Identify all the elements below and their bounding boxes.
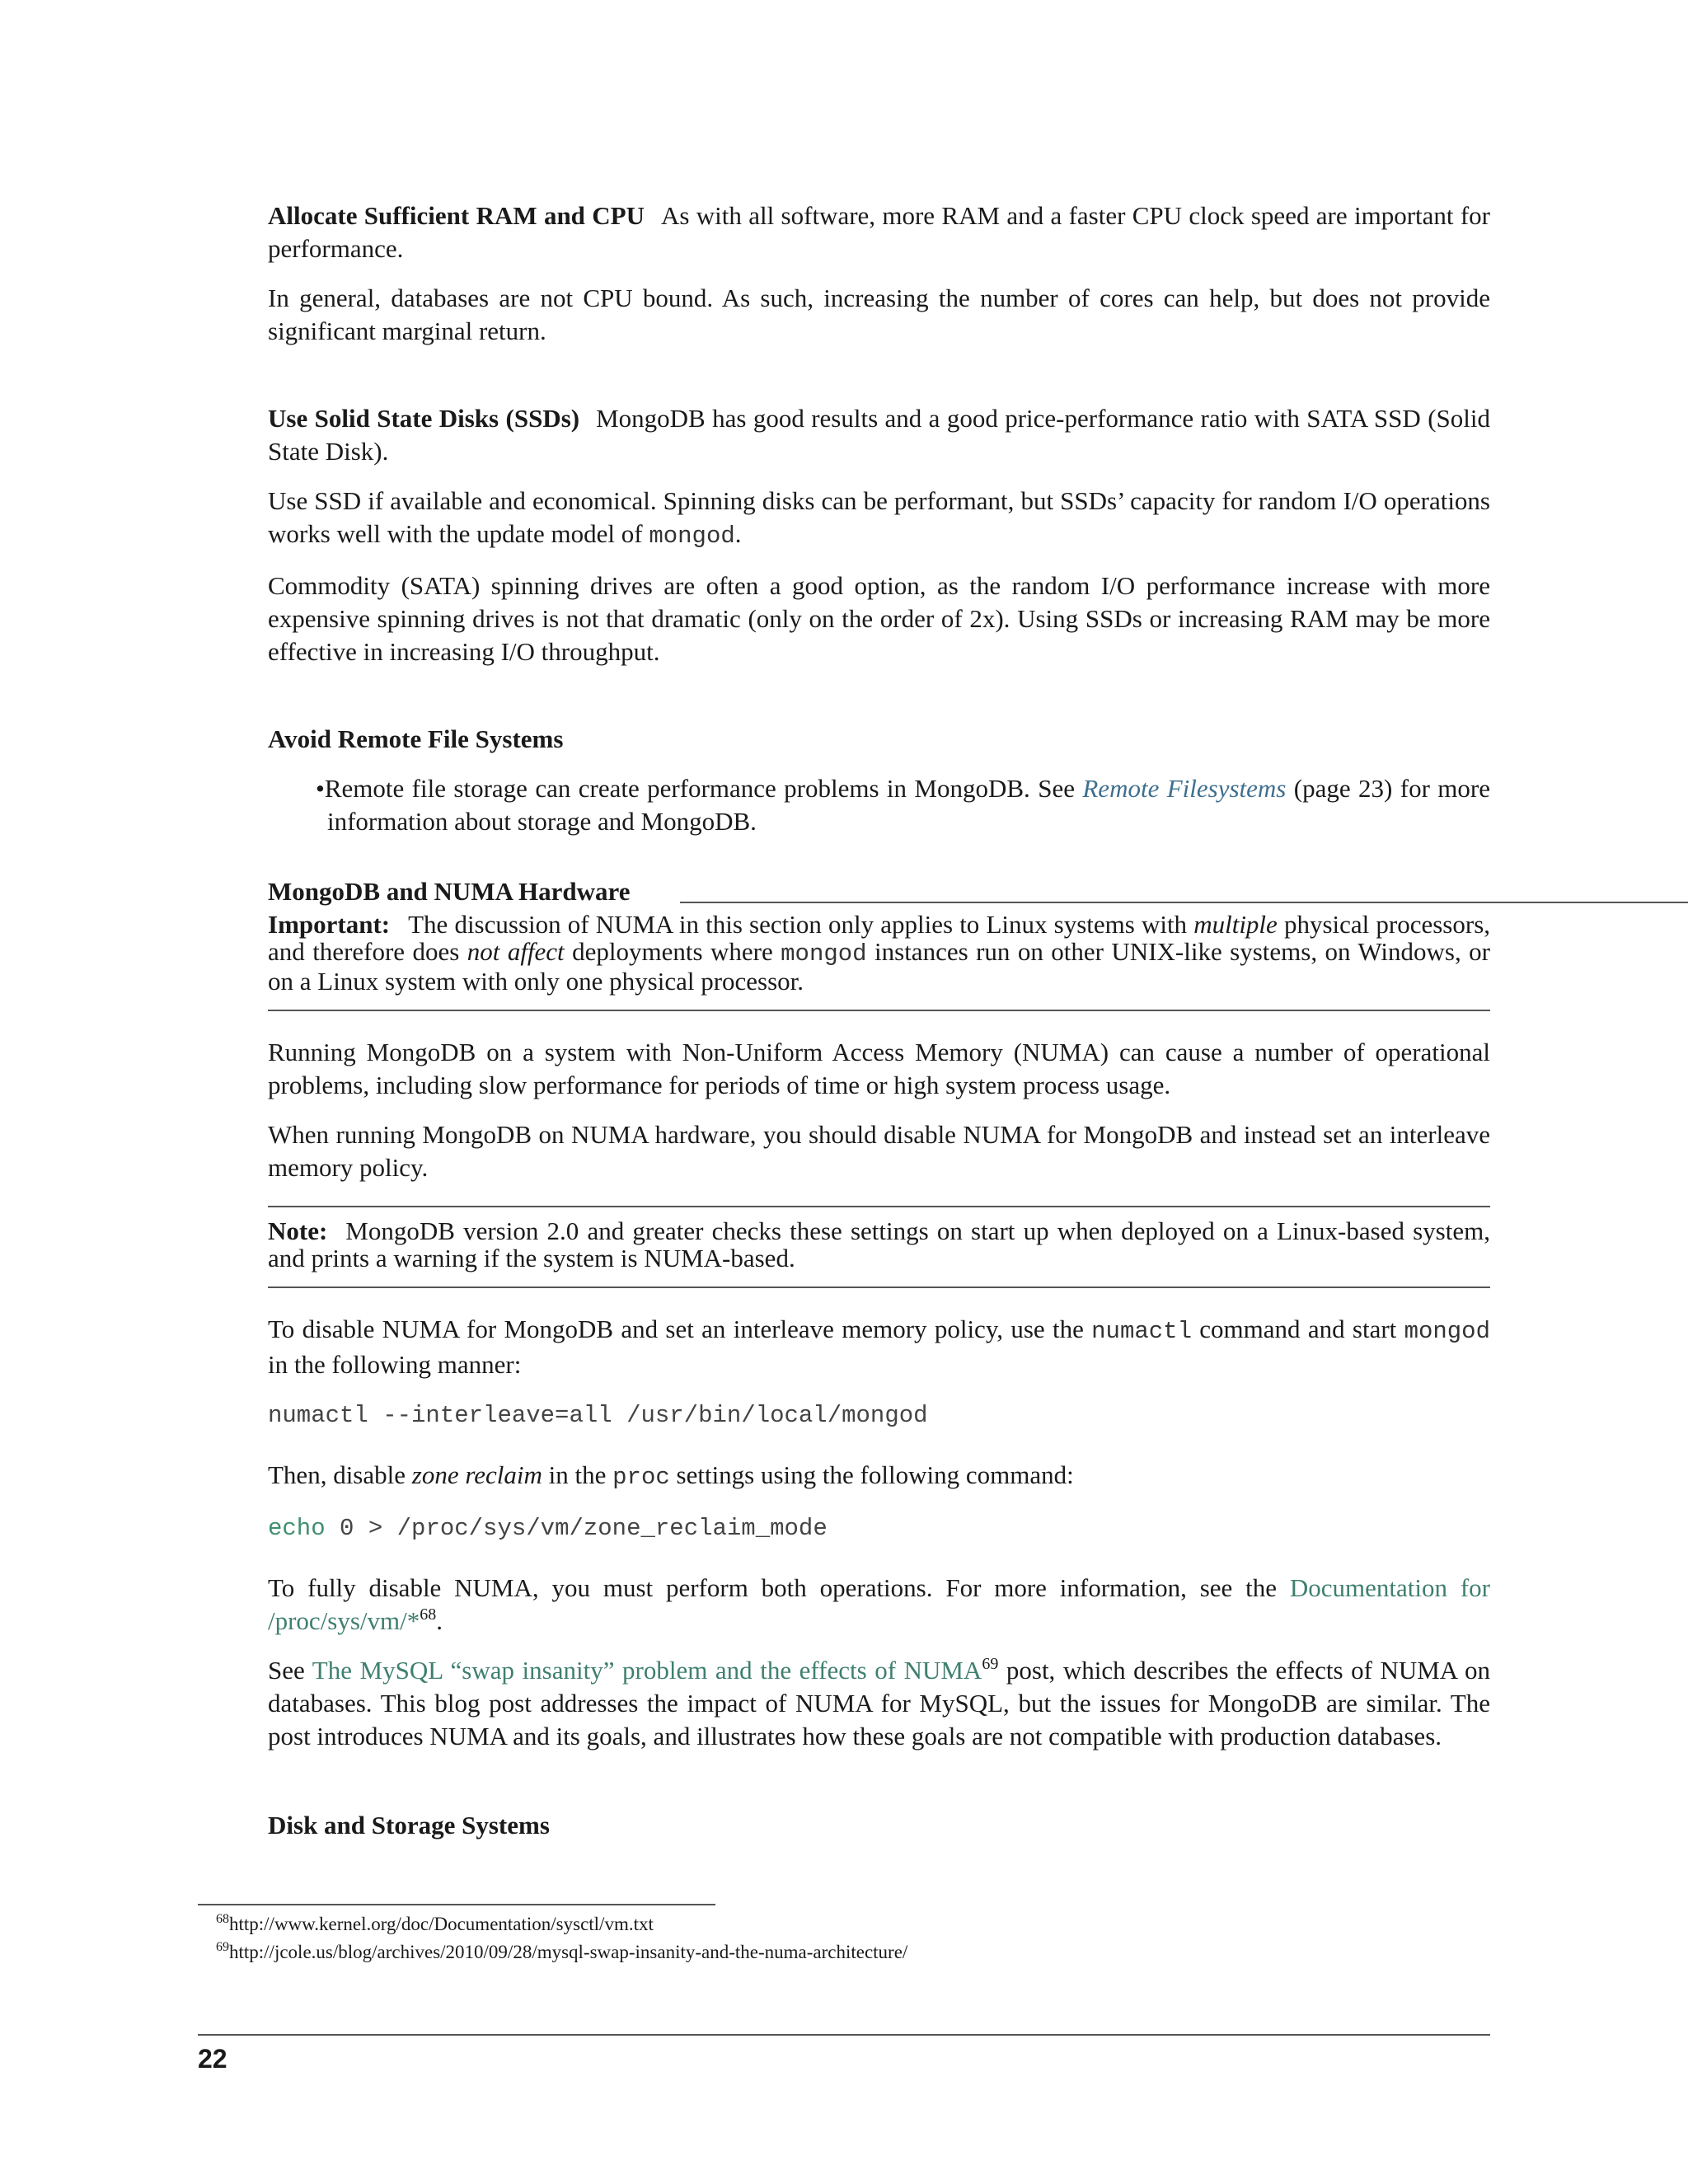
bullet-marker: • [316,774,325,803]
important-label: Important: [268,910,391,939]
footnote-69 [216,1938,907,1966]
mongod-code: mongod [649,523,735,550]
numa-p3-text-a: To disable NUMA for MongoDB and set an interleave memory policy, use the [268,1315,1092,1343]
numa-p5-text-a: To fully disable NUMA, you must perform both operations. For more information, see the [268,1573,1290,1602]
note-label: Note: [268,1216,328,1245]
footnote-68 [216,1910,907,1938]
important-bottom-rule [268,1010,1490,1011]
numa-heading: MongoDB and NUMA Hardware [268,877,631,906]
footnote-rule [198,1904,715,1905]
numa-p4-text-b: in the [542,1460,613,1489]
echo-keyword: echo [268,1515,326,1542]
important-text-a: The discussion of NUMA in this section only applies to Linux systems with [408,910,1194,939]
mongod-code-2: mongod [1404,1318,1490,1345]
page-number: 22 [198,2044,227,2074]
ram-text: As with all software, more RAM and a faster CPU clock speed are important for performance. [268,201,1490,263]
numa-p6-text-b: post, which describes the effects of NUMA on databases. This blog post addresses the impact of NUMA for MySQL, but the issues for MongoDB are similar. The post introduces NUMA and its goals, and illustrates how these goals are not compatible with production databases. [268,1656,1491,1750]
ssd-paragraph-3: Commodity (SATA) spinning drives are often a good option, as the random I/O performance increase with more expensive spinning drives is not that dramatic (only on the order of 2x). Using SSDs or increasing RAM may be more effective in increasing I/O throughput. [268,571,1490,666]
remote-bullet-end: (page 23) for more information about storage and MongoDB. [327,774,1490,836]
mysql-swap-insanity-link[interactable]: The MySQL “swap insanity” problem and the effects of NUMA [312,1656,982,1685]
zone-reclaim-em: zone reclaim [411,1460,542,1489]
note-top-rule [268,1206,1490,1207]
numa-p5-end: . [436,1606,443,1635]
ram-lead: Allocate Sufficient RAM and CPU [268,201,645,230]
ram-paragraph [268,199,1490,265]
disk-heading: Disk and Storage Systems [268,1811,550,1840]
footnote-ref-69[interactable]: 69 [982,1655,999,1673]
ssd-paragraph-2 [268,485,1490,553]
important-mongod-code: mongod [781,940,867,968]
numa-p3-text-b: command and start [1191,1315,1404,1343]
numa-paragraph-5 [268,1572,1490,1638]
ssd-lead: Use Solid State Disks (SSDs) [268,404,580,433]
note-box [268,1217,1490,1272]
numa-paragraph-2: When running MongoDB on NUMA hardware, you should disable NUMA for MongoDB and instead set an interleave memory policy. [268,1120,1490,1182]
numa-p3-text-c: in the following manner: [268,1350,522,1379]
footnote-ref-68[interactable]: 68 [420,1605,437,1624]
footnote-69-url[interactable]: http://jcole.us/blog/archives/2010/09/28/mysql-swap-insanity-and-the-numa-architecture/ [229,1942,908,1962]
note-bottom-rule [268,1286,1490,1288]
important-text-c: deployments where [564,937,781,966]
code-block-echo [268,1512,1490,1545]
important-em-not-affect: not affect [467,937,565,966]
ssd-text: MongoDB has good results and a good price-performance ratio with SATA SSD (Solid State Disk). [268,404,1490,466]
important-text-d: instances run on other UNIX-like systems, on Windows, or on a Linux system with only one physical processor. [268,937,1490,996]
numa-paragraph-6 [268,1654,1490,1753]
numactl-code: numactl [1091,1318,1192,1345]
remote-heading: Avoid Remote File Systems [268,724,564,753]
ssd-paragraph [268,402,1490,468]
proc-code: proc [612,1464,670,1491]
remote-bullet-text: Remote file storage can create performance problems in MongoDB. See [324,774,1083,803]
ram-paragraph-2: In general, databases are not CPU bound. As such, increasing the number of cores can help, but does not provide significant marginal return. [268,284,1490,345]
numa-heading-rule [680,902,1688,903]
ssd-p2-end: . [734,519,742,548]
page-footer-rule [198,2034,1490,2036]
important-box [268,911,1490,995]
numa-paragraph-1: Running MongoDB on a system with Non-Uniform Access Memory (NUMA) can cause a number of operational problems, including slow performance for periods of time or high system process usage. [268,1038,1490,1099]
remote-filesystems-link[interactable]: Remote Filesystems [1082,774,1287,803]
remote-bullet [268,772,1490,838]
numa-paragraph-4 [268,1459,1490,1494]
important-em-multiple: multiple [1193,910,1278,939]
echo-command: 0 > /proc/sys/vm/zone_reclaim_mode [325,1515,828,1542]
numa-p4-text-a: Then, disable [268,1460,412,1489]
numa-p6-text-a: See [268,1656,312,1685]
note-text: MongoDB version 2.0 and greater checks these settings on start up when deployed on a Linux-based system, and prints a warning if the system is NUMA-based. [268,1216,1490,1272]
proc-sys-vm-doc-link[interactable]: Documentation for /proc/sys/vm/* [268,1573,1490,1635]
numa-p4-text-c: settings using the following command: [669,1460,1074,1489]
footnote-68-number: 68 [216,1912,229,1926]
numa-paragraph-3 [268,1313,1490,1381]
page-content [268,199,1490,1842]
important-text-b: physical processors, and therefore does [268,910,1491,966]
ssd-p2-text: Use SSD if available and economical. Spinning disks can be performant, but SSDs’ capacity for random I/O operations works well with the update model of [268,486,1490,548]
footnote-69-number: 69 [216,1940,229,1954]
code-block-numactl: numactl --interleave=all /usr/bin/local/mongod [268,1402,928,1429]
footnote-68-url[interactable]: http://www.kernel.org/doc/Documentation/sysctl/vm.txt [229,1914,654,1934]
footnotes [216,1910,907,1966]
